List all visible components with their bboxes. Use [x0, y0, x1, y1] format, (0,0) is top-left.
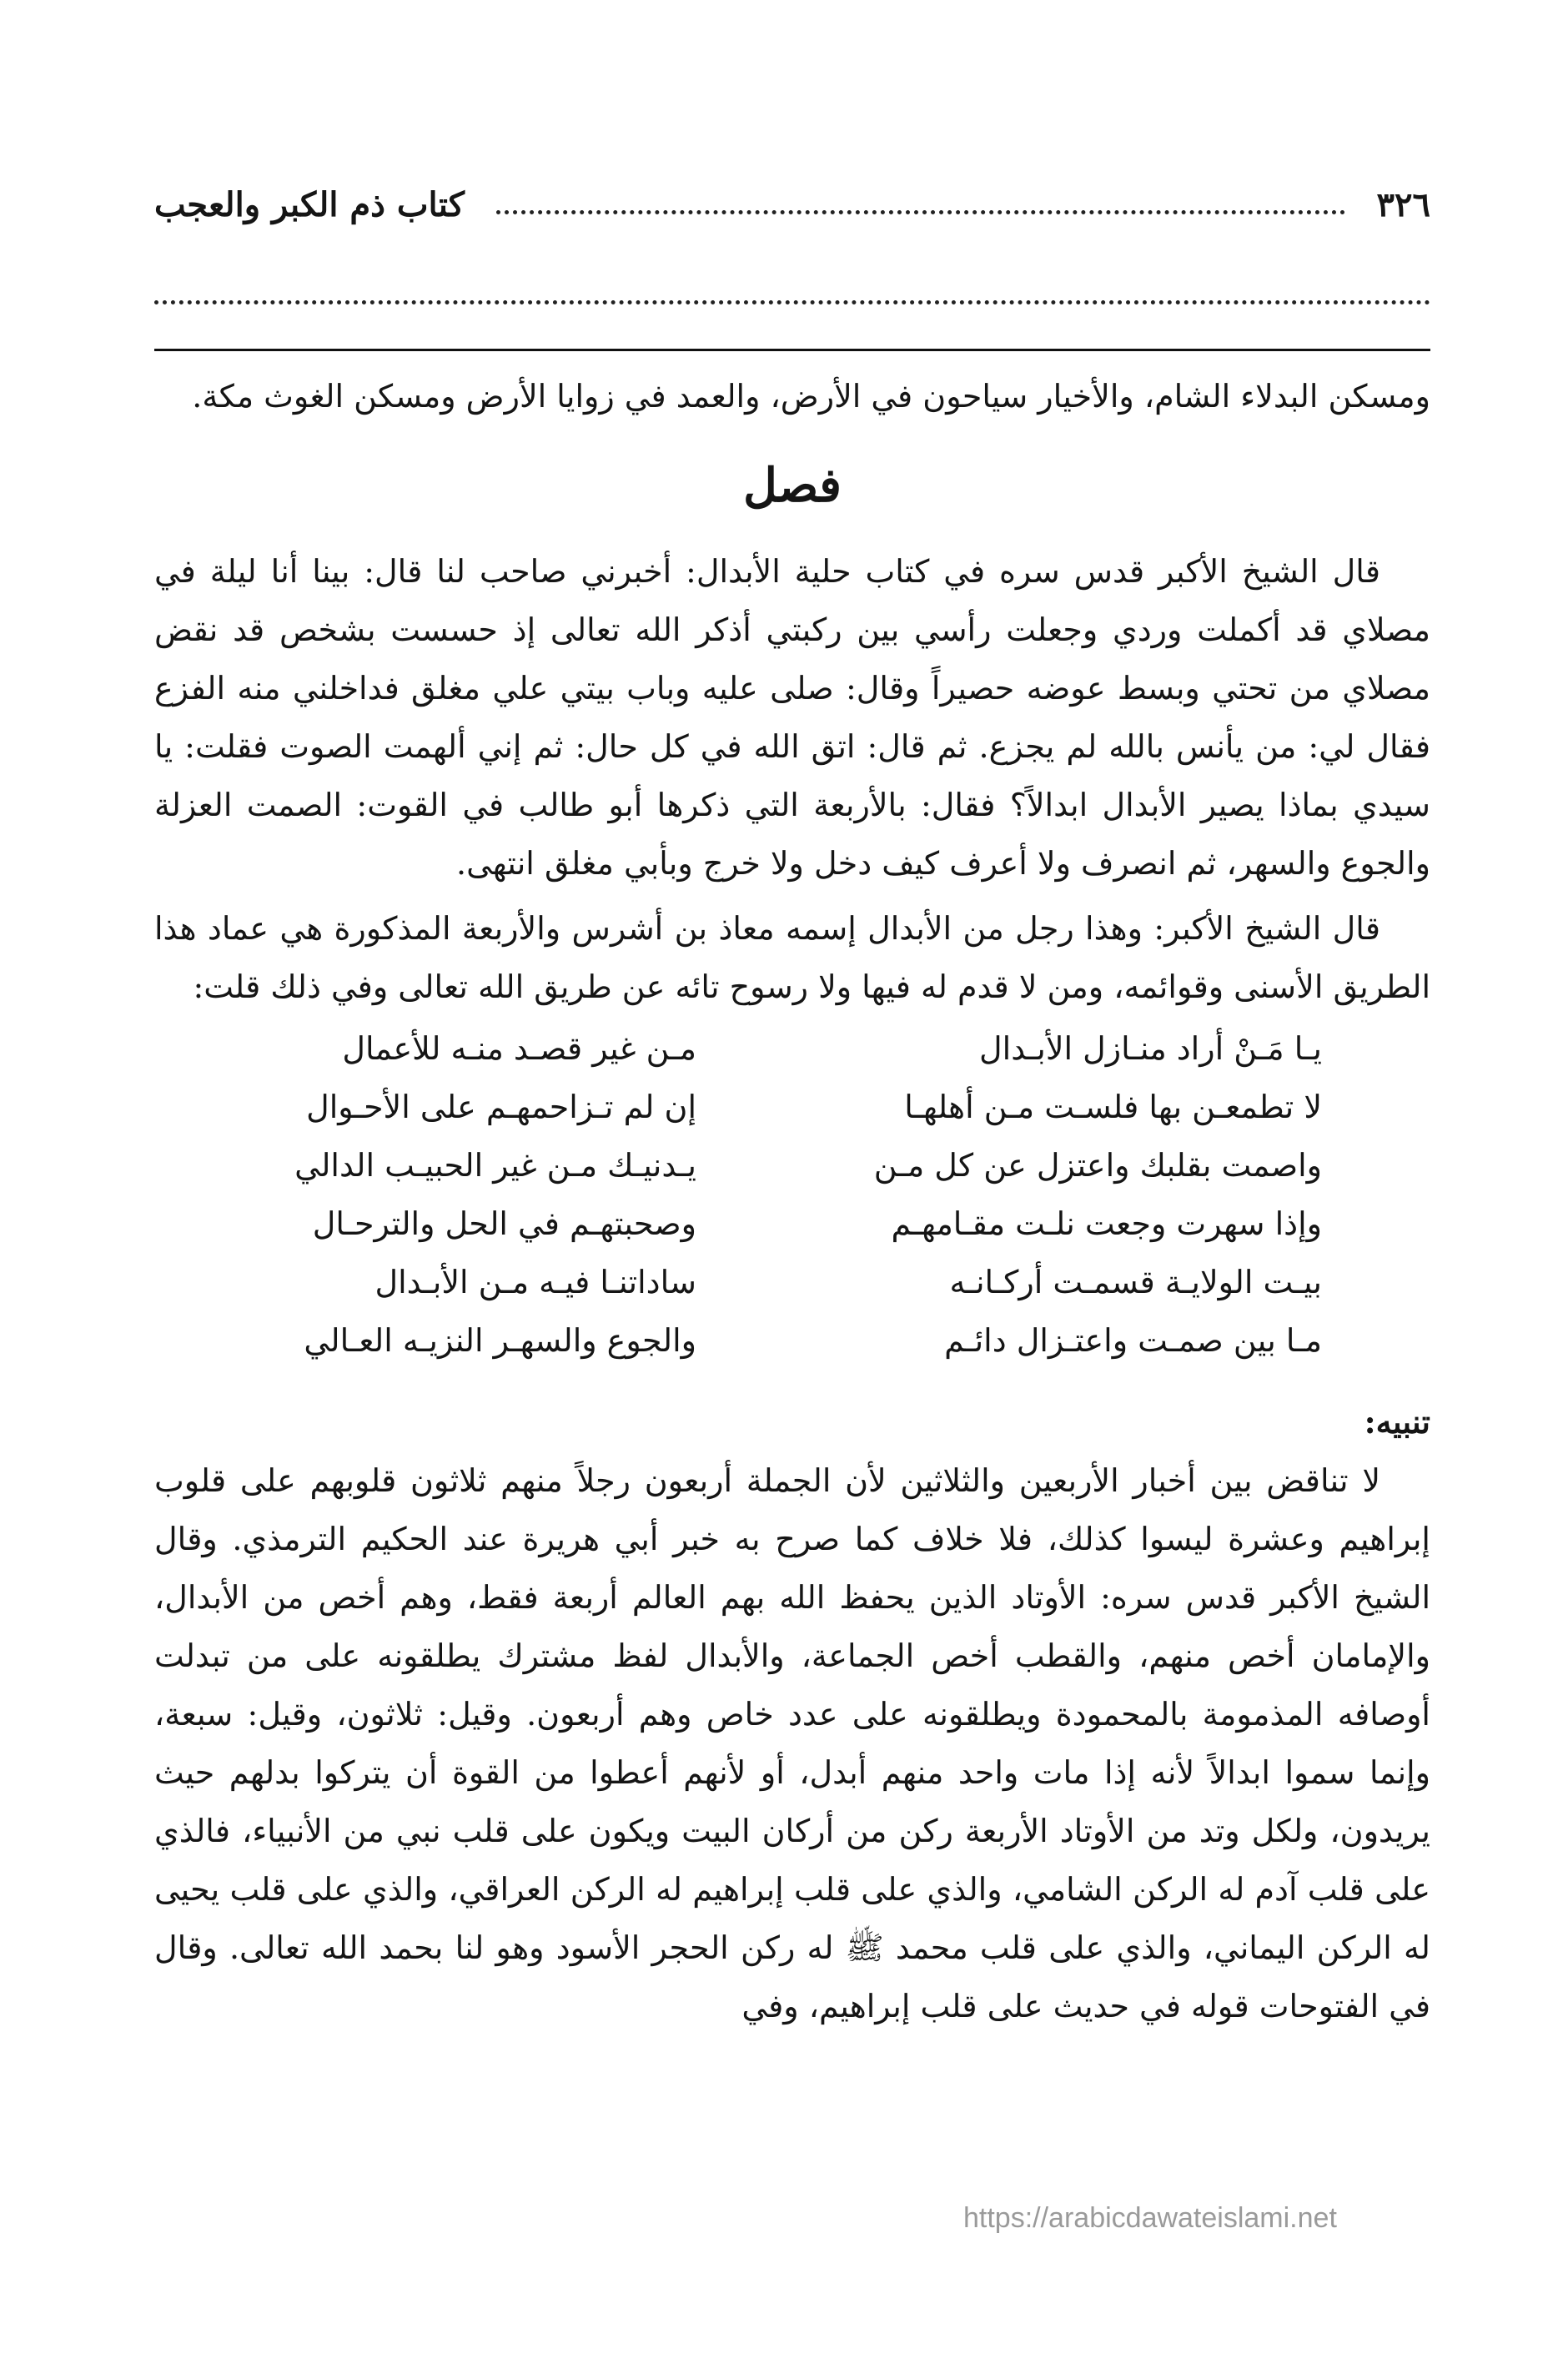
header-rule [154, 349, 1430, 351]
header-dotted-leader [496, 210, 1345, 214]
dotted-separator [154, 300, 1430, 304]
poem-verse [263, 1136, 1322, 1195]
section-title: فصل [743, 458, 842, 513]
poem-first-hemistich: مـا بين صمـت واعتـزال دائـم [944, 1322, 1322, 1359]
poem-first-hemistich: يـا مَـنْ أراد منـازل الأبـدال [979, 1030, 1322, 1067]
poem-first-hemistich: بيـت الولايـة قسمـت أركـانـه [949, 1264, 1322, 1300]
poem-first-hemistich: واصمت بقلبك واعتزل عن كل مـن [873, 1147, 1322, 1184]
section-paragraph: قال الشيخ الأكبر: وهذا رجل من الأبدال إسمه معاذ بن أشرس والأربعة المذكورة هي عماد هذا الطريق الأسنى وقوائمه، ومن لا قدم له فيها ولا رسوح تائه عن طريق الله تعالى وفي ذلك قلت: [154, 910, 1430, 1005]
page-header [154, 175, 1430, 234]
poem-verse [263, 1019, 1322, 1078]
poem-second-hemistich: إن لم تـزاحمهـم على الأحـوال [306, 1089, 696, 1125]
intro-paragraph: ومسكن البدلاء الشام، والأخيار سياحون في الأرض، والعمد في زوايا الأرض ومسكن الغوث مكة. [192, 378, 1430, 415]
poem [154, 1019, 1430, 1370]
poem-first-hemistich: وإذا سهرت وجعت نلـت مقـامهـم [891, 1205, 1322, 1242]
note-paragraph: لا تناقض بين أخبار الأربعين والثلاثين لأن الجملة أربعون رجلاً منهم ثلاثون قلوبهم على قلوب إبراهيم وعشرة ليسوا كذلك، فلا خلاف كما صرح به خبر أبي هريرة عند الحكيم الترمذي. وقال الشيخ الأكبر قدس سره: الأوتاد الذين يحفظ الله بهم العالم أربعة فقط، وهم أخص من الأبدال، والإمامان أخص منهم، والقطب أخص الجماعة، والأبدال لفظ مشترك يطلقونه على من تبدلت أوصافه المذمومة بالمحمودة ويطلقونه على عدد خاص وهم أربعون. وقيل: ثلاثون، وقيل: سبعة، وإنما سموا ابدالاً لأنه إذا مات واحد منهم أبدل، أو لأنهم أعطوا من القوة أن يتركوا بدلهم حيث يريدون، ولكل وتد من الأوتاد الأربعة ركن من أركان البيت ويكون على قلب نبي من الأنبياء، فالذي على قلب آدم له الركن الشامي، والذي على قلب إبراهيم له الركن العراقي، والذي على قلب يحيى له الركن اليماني، والذي على قلب محمد ﷺ له ركن الحجر الأسود وهو لنا بحمد الله تعالى. وقال في الفتوحات قوله في حديث على قلب إبراهيم، وفي [154, 1462, 1430, 2024]
poem-first-hemistich: لا تطمعـن بها فلسـت مـن أهلهـا [904, 1089, 1322, 1125]
note-heading: تنبيه: [1364, 1403, 1430, 1441]
poem-verse [263, 1195, 1322, 1253]
poem-second-hemistich: والجوع والسهـر النزيـه العـالي [304, 1322, 696, 1359]
poem-second-hemistich: وصحبتهـم في الحل والترحـال [312, 1205, 696, 1242]
poem-verse [263, 1253, 1322, 1311]
poem-verse [263, 1311, 1322, 1370]
section-paragraph: قال الشيخ الأكبر قدس سره في كتاب حلية الأبدال: أخبرني صاحب لنا قال: بينا أنا ليلة في مصلاي قد أكملت وردي وجعلت رأسي بين ركبتي أذكر الله تعالى إذ حسست بشخص قد نقض مصلاي من تحتي وبسط عوضه حصيراً وقال: صلى عليه وباب بيتي علي مغلق فداخلني منه الفزع فقال لي: من يأنس بالله لم يجزع. ثم قال: اتق الله في كل حال: ثم إني ألهمت الصوت فقلت: يا سيدي بماذا يصير الأبدال ابدالاً؟ فقال: بالأربعة التي ذكرها أبو طالب في القوت: الصمت العزلة والجوع والسهر، ثم انصرف ولا أعرف كيف دخل ولا خرج وبأبي مغلق انتهى. [154, 553, 1430, 882]
poem-second-hemistich: ساداتنـا فيـه مـن الأبـدال [374, 1264, 696, 1300]
poem-second-hemistich: مـن غير قصـد منـه للأعمال [342, 1030, 696, 1067]
poem-verse [263, 1078, 1322, 1136]
running-title: كتاب ذم الكبر والعجب [154, 184, 465, 224]
poem-second-hemistich: يـدنيـك مـن غير الحبيـب الدالي [294, 1147, 696, 1184]
watermark-url: https://arabicdawateislami.net [963, 2202, 1337, 2234]
page-body [154, 367, 1430, 2035]
page-number: ٣٢٦ [1376, 184, 1430, 224]
